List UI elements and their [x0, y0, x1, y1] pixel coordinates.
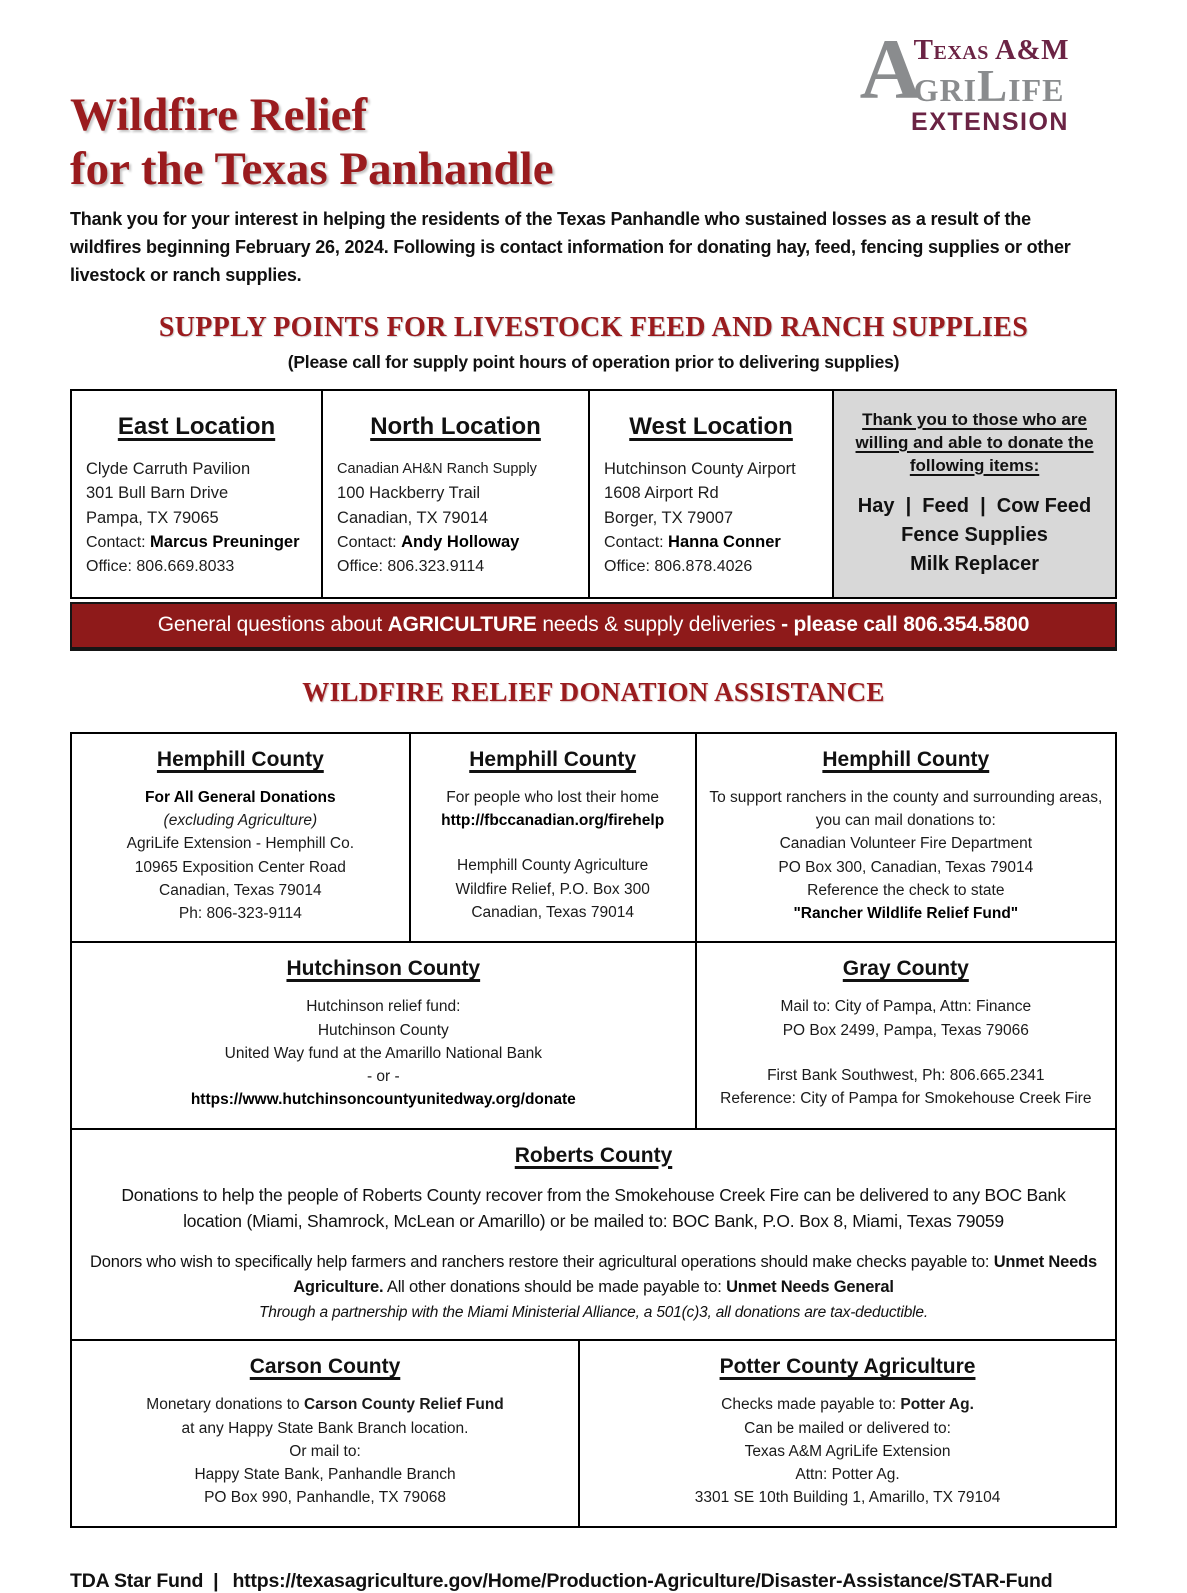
donate-item-fence: Fence Supplies — [901, 523, 1048, 546]
county-title: Potter County Agriculture — [719, 1355, 976, 1379]
north-location-title: North Location — [370, 412, 541, 440]
east-location-street: 301 Bull Barn Drive — [86, 484, 229, 503]
east-location-title: East Location — [117, 412, 276, 440]
east-location-contact — [86, 530, 307, 555]
hutchinson-line: Hutchinson County — [317, 1021, 449, 1039]
gray-line: PO Box 2499, Pampa, Texas 79066 — [782, 1021, 1029, 1039]
county-title: Roberts County — [514, 1143, 673, 1167]
hutchinson-or-separator: - or - — [366, 1068, 400, 1086]
potter-text: Checks made payable to: — [721, 1396, 901, 1414]
hemphill1-line: AgriLife Extension - Hemphill Co. — [126, 835, 355, 853]
county-card-roberts — [72, 1130, 1115, 1340]
office-phone: 806.669.8033 — [136, 557, 235, 575]
west-location-venue: Hutchinson County Airport — [604, 459, 796, 478]
potter-line-payable — [592, 1393, 1103, 1416]
county-card-gray — [695, 943, 1115, 1127]
west-location-office — [604, 555, 818, 579]
east-location-city: Pampa, TX 79065 — [86, 508, 219, 527]
banner-text: General questions about — [157, 612, 388, 636]
carson-line: Happy State Bank, Panhandle Branch — [194, 1466, 456, 1484]
potter-line: 3301 SE 10th Building 1, Amarillo, TX 79104 — [694, 1489, 1001, 1507]
footer — [70, 1570, 1117, 1593]
hemphill2-line: For people who lost their home — [446, 788, 660, 806]
county-title: Hemphill County — [822, 747, 990, 771]
county-card-hutchinson — [72, 943, 695, 1127]
gray-line: Mail to: City of Pampa, Attn: Finance — [780, 998, 1032, 1016]
hemphill3-fund-name: "Rancher Wildlife Relief Fund" — [793, 905, 1019, 923]
carson-fund-name: Carson County Relief Fund — [303, 1396, 504, 1414]
donate-item-hay-feed: Hay | Feed | Cow Feed — [857, 494, 1092, 517]
contact-name: Andy Holloway — [401, 532, 520, 551]
fbccanadian-link[interactable]: http://fbccanadian.org/firehelp — [441, 812, 665, 830]
north-location-city: Canadian, TX 79014 — [337, 508, 489, 527]
potter-line: Can be mailed or delivered to: — [744, 1419, 951, 1437]
roberts-p2-text: All other donations should be made payable to: — [383, 1277, 727, 1296]
donation-section-heading: WILDFIRE RELIEF DONATION ASSISTANCE — [302, 676, 885, 707]
east-location-office — [86, 555, 307, 579]
office-phone: 806.323.9114 — [387, 557, 485, 575]
hemphill1-italic-line: (excluding Agriculture) — [163, 812, 318, 830]
page-title-line2: for the Texas Panhandle — [70, 143, 554, 196]
roberts-paragraph-1: Donations to help the people of Roberts County recover from the Smokehouse Creek Fire can be delivered to any BOC Bank location (Miami, Shamrock, McLean or Amarillo) or be mailed to: BOC Bank, P.O. Box 8, Miami, Texas 79059 — [121, 1184, 1066, 1231]
donate-items-heading: Thank you to those who are willing and able to donate the following items: — [855, 409, 1094, 475]
agrilife-logo-agrilife: griLife — [913, 61, 1065, 111]
page-title — [70, 0, 1117, 196]
west-location-contact — [604, 530, 818, 555]
hemphill3-line: PO Box 300, Canadian, Texas 79014 — [778, 858, 1034, 876]
county-title: Hemphill County — [469, 747, 637, 771]
west-location-street: 1608 Airport Rd — [604, 484, 719, 503]
hemphill3-line: To support ranchers in the county and surrounding areas, you can mail donations to: — [709, 788, 1103, 830]
roberts-unmet-needs-general: Unmet Needs General — [726, 1277, 894, 1296]
hutchinson-line: Hutchinson relief fund: — [306, 998, 461, 1016]
supply-section-heading: SUPPLY POINTS FOR LIVESTOCK FEED AND RANCH SUPPLIES — [158, 311, 1029, 343]
banner-text: needs & supply deliveries — [536, 612, 782, 636]
county-title: Carson County — [249, 1355, 401, 1379]
footer-separator: | — [213, 1569, 219, 1592]
location-card-north — [321, 391, 588, 597]
footer-label: TDA Star Fund — [70, 1569, 204, 1592]
east-location-venue: Clyde Carruth Pavilion — [86, 459, 251, 478]
location-card-east — [72, 391, 321, 597]
county-card-hemphill-homes — [409, 734, 695, 942]
roberts-tax-note: Through a partnership with the Miami Ministerial Alliance, a 501(c)3, all donations are tax-deductible. — [259, 1303, 928, 1321]
carson-line: at any Happy State Bank Branch location. — [181, 1419, 469, 1437]
potter-line: Attn: Potter Ag. — [795, 1466, 900, 1484]
potter-line: Texas A&M AgriLife Extension — [744, 1442, 951, 1460]
hemphill3-line: Reference the check to state — [807, 881, 1005, 899]
hemphill2-line: Hemphill County Agriculture — [457, 857, 649, 875]
potter-ag-name: Potter Ag. — [900, 1396, 974, 1414]
office-label: Office: — [337, 557, 388, 575]
hemphill1-phone: Ph: 806-323-9114 — [178, 905, 302, 923]
hutchinson-unitedway-link[interactable]: https://www.hutchinsoncountyunitedway.org/donate — [190, 1091, 576, 1109]
agrilife-logo-texas-am: Texas A&M — [913, 34, 1069, 66]
agriculture-questions-banner — [70, 602, 1117, 651]
donation-assistance-table — [70, 732, 1117, 1528]
county-title: Gray County — [842, 957, 969, 981]
supply-section-subheading: (Please call for supply point hours of operation prior to delivering supplies) — [287, 351, 900, 372]
contact-name: Hanna Conner — [668, 532, 781, 551]
gray-line: Reference: City of Pampa for Smokehouse Creek Fire — [720, 1090, 1092, 1108]
north-location-venue: Canadian AH&N Ranch Supply — [337, 460, 537, 477]
north-location-office — [337, 555, 574, 579]
hemphill2-line: Canadian, Texas 79014 — [471, 903, 634, 921]
county-title: Hemphill County — [156, 747, 324, 771]
office-phone: 806.878.4026 — [654, 557, 753, 575]
donate-item-milk: Milk Replacer — [910, 552, 1040, 575]
county-card-carson — [72, 1341, 578, 1525]
roberts-unmet-needs-agriculture: Unmet Needs Agriculture. — [293, 1253, 1097, 1296]
roberts-p2-text: Donors who wish to specifically help farmers and ranchers restore their agricultural operations should make checks payable to: — [90, 1253, 994, 1272]
carson-line-fund — [84, 1393, 566, 1416]
location-card-west — [588, 391, 832, 597]
county-card-hemphill-ranchers — [695, 734, 1115, 942]
agrilife-logo-big-a: A — [859, 21, 922, 117]
contact-label: Contact: — [604, 533, 669, 551]
banner-phone: - please call 806.354.5800 — [781, 612, 1030, 636]
roberts-paragraph-2 — [84, 1250, 1103, 1300]
county-card-potter — [578, 1341, 1115, 1525]
contact-label: Contact: — [86, 533, 151, 551]
banner-agriculture: AGRICULTURE — [387, 612, 537, 636]
county-card-hemphill-general — [72, 734, 409, 942]
carson-line: PO Box 990, Panhandle, TX 79068 — [204, 1489, 446, 1507]
hemphill1-line: Canadian, Texas 79014 — [159, 881, 322, 899]
office-label: Office: — [86, 557, 137, 575]
page-title-line1: Wildfire Relief — [70, 89, 368, 141]
contact-label: Contact: — [337, 533, 402, 551]
supply-points-table — [70, 389, 1117, 599]
office-label: Office: — [604, 557, 655, 575]
contact-name: Marcus Preuninger — [150, 532, 300, 551]
hemphill3-line: Canadian Volunteer Fire Department — [779, 835, 1033, 853]
gray-line: First Bank Southwest, Ph: 806.665.2341 — [767, 1066, 1045, 1084]
tda-star-fund-link[interactable]: https://texasagriculture.gov/Home/Production-Agriculture/Disaster-Assistance/STAR-Fund — [232, 1569, 1053, 1592]
agrilife-logo-extension: EXTENSION — [911, 107, 1069, 136]
carson-line: Or mail to: — [289, 1442, 361, 1460]
carson-text: Monetary donations to — [146, 1396, 304, 1414]
hemphill1-line: 10965 Exposition Center Road — [134, 858, 346, 876]
north-location-contact — [337, 530, 574, 555]
hutchinson-line: United Way fund at the Amarillo National Bank — [224, 1044, 542, 1062]
north-location-street: 100 Hackberry Trail — [337, 484, 481, 503]
hemphill2-line: Wildfire Relief, P.O. Box 300 — [455, 880, 650, 898]
county-title: Hutchinson County — [286, 957, 481, 981]
hemphill1-bold-line: For All General Donations — [145, 788, 336, 806]
west-location-title: West Location — [629, 412, 793, 440]
donate-items-box — [832, 391, 1115, 597]
west-location-city: Borger, TX 79007 — [604, 508, 734, 527]
intro-text: Thank you for your interest in helping the residents of the Texas Panhandle who sustained losses as a result of the wildfires beginning February 26, 2024. Following is contact information for donating hay, feed, fencing supplies or other livestock or ranch supplies. — [70, 209, 1071, 285]
